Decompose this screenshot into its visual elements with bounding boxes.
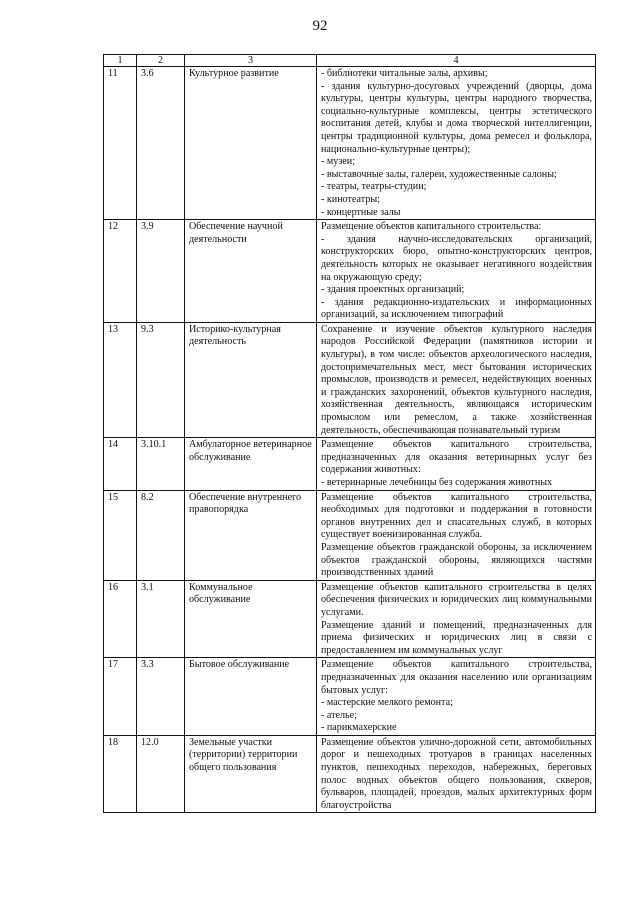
use-name-cell: Бытовое обслуживание: [185, 658, 317, 736]
table-row: [104, 490, 596, 580]
description-line: - парикмахерские: [321, 722, 397, 734]
row-number-cell: 11: [104, 67, 137, 220]
row-number-cell: 16: [104, 580, 137, 658]
column-header-2: 2: [137, 55, 185, 67]
use-code-cell: 3.9: [137, 220, 185, 323]
description-line: - здания редакционно-издательских и информационных организаций, за исключением типографий: [321, 296, 592, 321]
description-line: - выставочные залы, галереи, художественные салоны;: [321, 168, 557, 180]
use-description-cell: [317, 322, 596, 437]
use-description-cell: [317, 580, 596, 658]
table-row: [104, 438, 596, 490]
table-row: [104, 220, 596, 323]
use-code-cell: 8.2: [137, 490, 185, 580]
description-line: - музеи;: [321, 156, 355, 168]
description-line: - здания культурно-досуговых учреждений (дворцы, дома культуры, центры культуры, центры народного творчества, социально-культурные комплексы, центры эстетического воспитания детей, клубы и дома творческой интеллигенции, центры традиционной культуры, дома ремесел и фольклора, национально-культурные центры);: [321, 80, 592, 155]
use-name-cell: Культурное развитие: [185, 67, 317, 220]
row-number-cell: 13: [104, 322, 137, 437]
description-line: Размещение зданий и помещений, предназначенных для приема физических и юридических лиц в связи с предоставлением им коммунальных услуг: [321, 619, 592, 656]
use-name-cell: Историко-культурная деятельность: [185, 322, 317, 437]
use-name-cell: Амбулаторное ветеринарное обслуживание: [185, 438, 317, 490]
description-line: - здания проектных организаций;: [321, 284, 465, 296]
table-row: [104, 735, 596, 813]
description-line: - библиотеки читальные залы, архивы;: [321, 68, 488, 79]
use-name-cell: Обеспечение научной деятельности: [185, 220, 317, 323]
description-line: Размещение объектов капитального строительства, необходимых для подготовки и поддержания в готовности органов внутренних дел и спасательных служб, в которых существует военизированная служба.: [321, 491, 592, 541]
row-number-cell: 18: [104, 735, 137, 813]
use-description-cell: [317, 220, 596, 323]
description-line: - мастерские мелкого ремонта;: [321, 697, 453, 709]
use-description-cell: [317, 490, 596, 580]
use-code-cell: 3.3: [137, 658, 185, 736]
description-line: Размещение объектов капитального строительства в целях обеспечения физических и юридических лиц коммунальными услугами.: [321, 581, 592, 618]
header-row: [104, 55, 596, 67]
use-description-cell: [317, 735, 596, 813]
table-row: [104, 322, 596, 437]
column-header-3: 3: [185, 55, 317, 67]
description-line: Размещение объектов капитального строительства, предназначенных для оказания населению или организациям бытовых услуг:: [321, 659, 592, 696]
row-number-cell: 17: [104, 658, 137, 736]
use-description-cell: [317, 438, 596, 490]
use-code-cell: 3.6: [137, 67, 185, 220]
description-line: - здания научно-исследовательских организаций, конструкторских бюро, опытно-конструкторских центров, деятельность которых не оказывает негативного воздействия на окружающую среду;: [321, 233, 592, 283]
land-use-table: [103, 54, 596, 813]
description-line: - кинотеатры;: [321, 193, 380, 205]
table-header: [104, 55, 596, 67]
row-number-cell: 14: [104, 438, 137, 490]
use-name-cell: Земельные участки (территории) территории общего пользования: [185, 735, 317, 813]
description-line: Размещение объектов капитального строительства:: [321, 221, 542, 233]
use-name-cell: Обеспечение внутреннего правопорядка: [185, 490, 317, 580]
page-number: 92: [312, 18, 328, 34]
table-body: [104, 67, 596, 813]
table-row: [104, 658, 596, 736]
row-number-cell: 12: [104, 220, 137, 323]
description-line: Размещение объектов гражданской обороны, за исключением объектов гражданской обороны, являющихся частями производственных зданий: [321, 541, 592, 579]
use-code-cell: 9.3: [137, 322, 185, 437]
use-code-cell: 3.1: [137, 580, 185, 658]
description-line: Размещение объектов улично-дорожной сети, автомобильных дорог и пешеходных тротуаров в границах населенных пунктов, пешеходных переходов, набережных, береговых полос водных объектов общего пользования, скверов, бульваров, площадей, проездов, малых архитектурных форм благоустройства: [321, 736, 592, 811]
use-description-cell: [317, 67, 596, 220]
use-description-cell: [317, 658, 596, 736]
row-number-cell: 15: [104, 490, 137, 580]
description-line: Сохранение и изучение объектов культурного наследия народов Российской Федерации (памятников истории и культуры), в том числе: объектов археологического наследия, достопримечательных мест, мест бытования исторических промыслов, производств и ремесел, недействующих военных и гражданских захоронений, объектов культурного наследия, хозяйственная деятельность, являющаяся историческим промыслом или ремеслом, а также хозяйственная деятельность, обеспечивающая познавательный туризм: [321, 323, 592, 436]
table-row: [104, 67, 596, 220]
table-row: [104, 580, 596, 658]
description-line: - концертные залы: [321, 206, 401, 218]
description-line: - театры, театры-студии;: [321, 181, 427, 193]
column-header-4: 4: [317, 55, 596, 67]
column-header-1: 1: [104, 55, 137, 67]
description-line: - ветеринарные лечебницы без содержания животных: [321, 477, 553, 488]
use-code-cell: 12.0: [137, 735, 185, 813]
description-line: Размещение объектов капитального строительства, предназначенных для оказания ветеринарных услуг без содержания животных:: [321, 439, 592, 476]
use-name-cell: Коммунальное обслуживание: [185, 580, 317, 658]
description-line: - ателье;: [321, 709, 357, 721]
use-code-cell: 3.10.1: [137, 438, 185, 490]
